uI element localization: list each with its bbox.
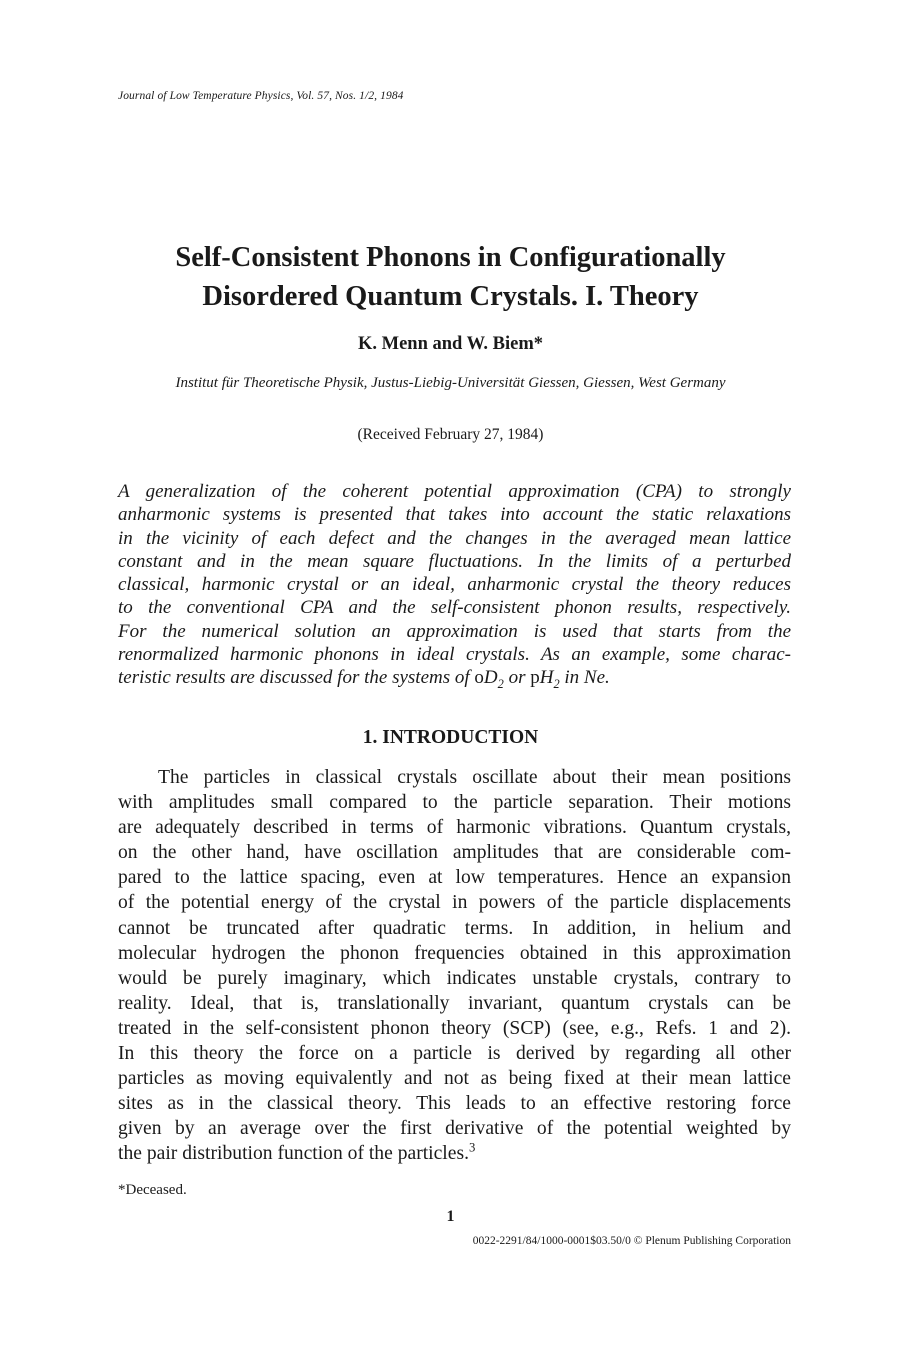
abstract-line: constant and in the mean square fluctuations. In the limits of a perturbed bbox=[118, 550, 791, 572]
body-line: are adequately described in terms of harmonic vibrations. Quantum crystals, bbox=[118, 817, 791, 839]
body-line: In this theory the force on a particle is derived by regarding all other bbox=[118, 1043, 791, 1065]
abstract-line: renormalized harmonic phonons in ideal crystals. As an example, some charac- bbox=[118, 644, 791, 666]
body-text: the pair distribution function of the particles. bbox=[118, 1143, 469, 1165]
paper-title bbox=[60, 238, 841, 316]
species-prefix-o: o bbox=[474, 667, 484, 689]
subscript-2: 2 bbox=[497, 677, 504, 692]
copyright-line: 0022-2291/84/1000-0001$03.50/0 © Plenum Publishing Corporation bbox=[472, 1235, 791, 1247]
body-line: molecular hydrogen the phonon frequencies obtained in this approximation bbox=[118, 942, 791, 964]
abstract-text: teristic results are discussed for the systems of bbox=[118, 667, 475, 689]
section-heading: 1. INTRODUCTION bbox=[362, 727, 539, 748]
reference-superscript: 3 bbox=[468, 1140, 476, 1155]
species-prefix-p: p bbox=[530, 667, 540, 689]
abstract-line: in the vicinity of each defect and the changes in the averaged mean lattice bbox=[118, 527, 791, 549]
footnote: *Deceased. bbox=[118, 1182, 187, 1198]
abstract-line: classical, harmonic crystal or an ideal, anharmonic crystal the theory reduces bbox=[118, 574, 791, 596]
abstract-last-line bbox=[118, 666, 791, 692]
body-line: treated in the self-consistent phonon theory (SCP) (see, e.g., Refs. 1 and 2). bbox=[118, 1017, 791, 1039]
abstract-line: to the conventional CPA and the self-consistent phonon results, respectively. bbox=[118, 597, 791, 619]
subscript-2: 2 bbox=[553, 677, 560, 692]
authors: K. Menn and W. Biem* bbox=[357, 334, 544, 354]
abstract bbox=[118, 480, 791, 690]
molecule-h: H bbox=[539, 667, 554, 689]
body-paragraph bbox=[118, 765, 791, 1167]
body-line: would be purely imaginary, which indicates unstable crystals, contrary to bbox=[118, 967, 791, 989]
abstract-line: A generalization of the coherent potential approximation (CPA) to strongly bbox=[118, 481, 791, 502]
abstract-line: For the numerical solution an approximation is used that starts from the bbox=[118, 620, 791, 642]
body-line: cannot be truncated after quadratic terms. In addition, in helium and bbox=[118, 917, 791, 939]
body-line: pared to the lattice spacing, even at low temperatures. Hence an expansion bbox=[118, 867, 791, 889]
body-line: on the other hand, have oscillation amplitudes that are considerable com- bbox=[118, 842, 791, 864]
molecule-d: D bbox=[483, 667, 498, 689]
body-line: sites as in the classical theory. This leads to an effective restoring force bbox=[118, 1093, 791, 1115]
body-line: given by an average over the first derivative of the potential weighted by bbox=[118, 1118, 791, 1140]
received-date: (Received February 27, 1984) bbox=[357, 426, 544, 443]
abstract-line: anharmonic systems is presented that takes into account the static relaxations bbox=[118, 504, 791, 526]
abstract-text: or bbox=[503, 667, 531, 689]
body-line: reality. Ideal, that is, translationally invariant, quantum crystals can be bbox=[118, 992, 791, 1014]
affiliation: Institut für Theoretische Physik, Justus-Liebig-Universität Giessen, Giessen, West Germany bbox=[175, 375, 726, 391]
body-line: The particles in classical crystals oscillate about their mean positions bbox=[158, 767, 791, 788]
page-number: 1 bbox=[446, 1208, 455, 1225]
body-last-line bbox=[118, 1141, 791, 1166]
body-line: with amplitudes small compared to the particle separation. Their motions bbox=[118, 792, 791, 814]
body-line: particles as moving equivalently and not as being fixed at their mean lattice bbox=[118, 1068, 791, 1090]
abstract-text: in Ne. bbox=[559, 667, 610, 689]
journal-citation: Journal of Low Temperature Physics, Vol. 57, Nos. 1/2, 1984 bbox=[118, 90, 404, 102]
title-line-1: Self-Consistent Phonons in Configurationally bbox=[175, 242, 726, 273]
body-line: of the potential energy of the crystal in powers of the particle displacements bbox=[118, 892, 791, 914]
title-line-2: Disordered Quantum Crystals. I. Theory bbox=[202, 281, 699, 312]
